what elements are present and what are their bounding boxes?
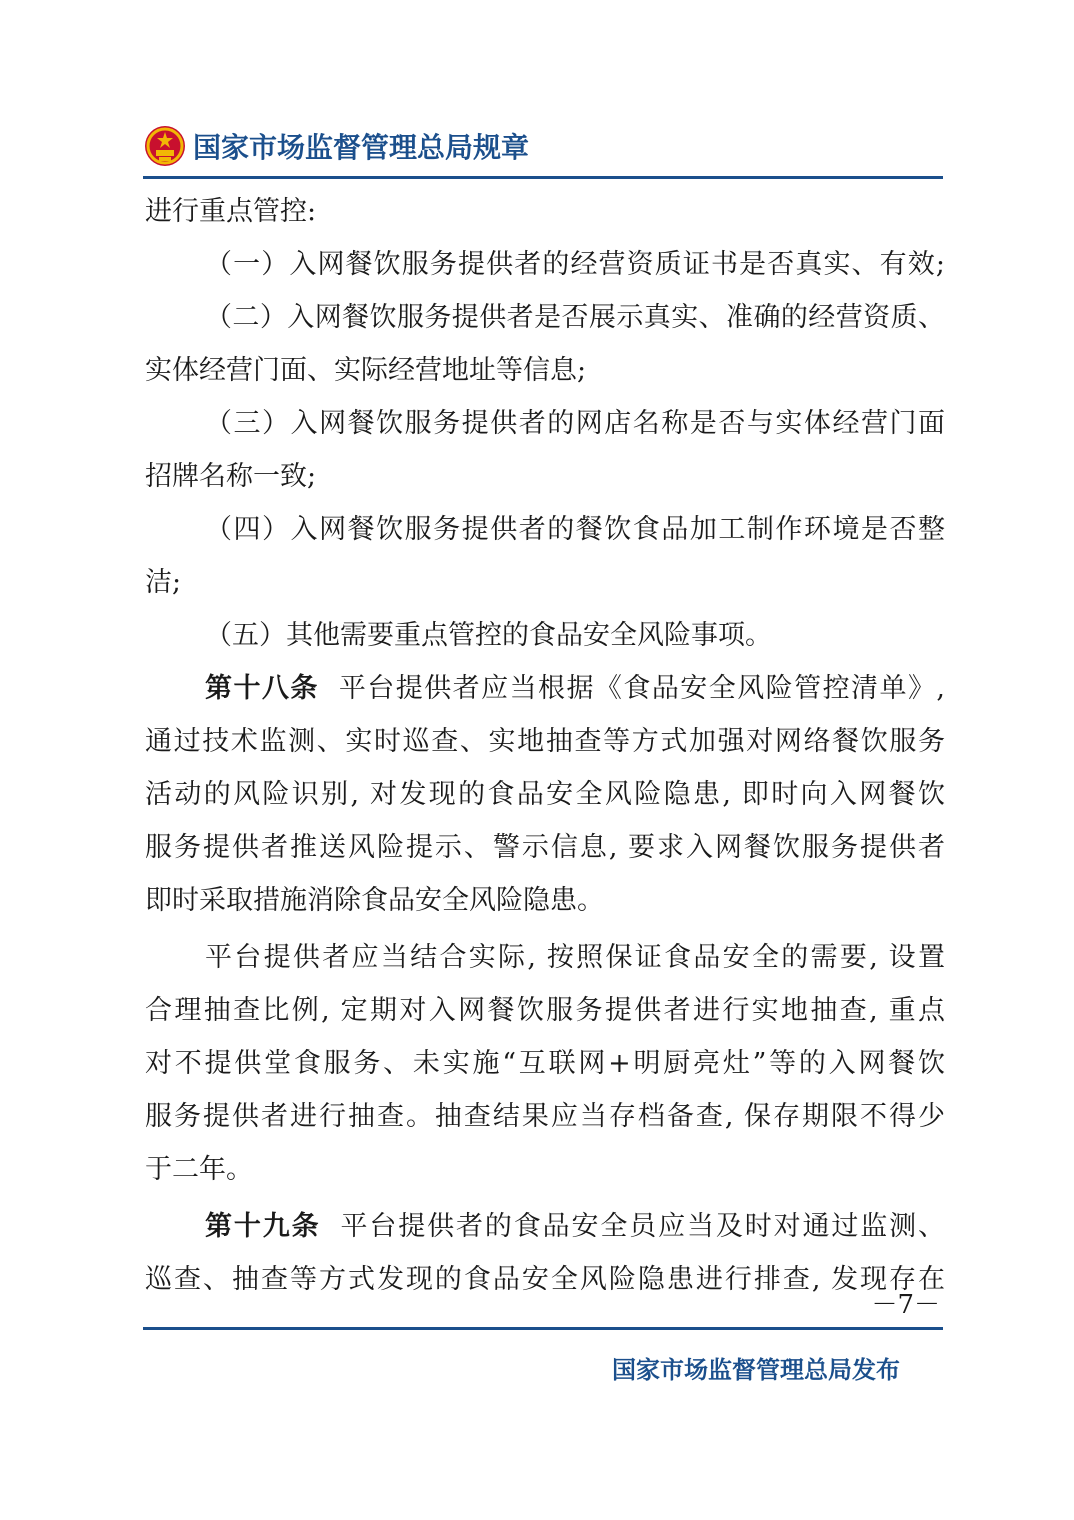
text-line: 招牌名称一致; xyxy=(145,461,317,492)
text-line: （一）入网餐饮服务提供者的经营资质证书是否真实、有效; xyxy=(205,249,945,280)
text-line: 平台提供者应当结合实际, 按照保证食品安全的需要, 设置 xyxy=(205,942,945,973)
text-span: 平台提供者应当根据《食品安全风险管控清单》, xyxy=(338,673,945,704)
text-line: 进行重点管控: xyxy=(145,196,317,227)
text-line: 洁; xyxy=(145,567,182,598)
footer-title: 国家市场监督管理总局发布 xyxy=(612,1356,900,1384)
text-line: （三）入网餐饮服务提供者的网店名称是否与实体经营门面 xyxy=(205,408,945,439)
text-line: 服务提供者推送风险提示、警示信息, 要求入网餐饮服务提供者 xyxy=(145,832,945,863)
text-line: 巡查、抽查等方式发现的食品安全风险隐患进行排查, 发现存在 xyxy=(145,1264,945,1295)
article-19-label: 第十九条 xyxy=(205,1211,321,1242)
text-line: （二）入网餐饮服务提供者是否展示真实、准确的经营资质、 xyxy=(205,302,945,333)
text-line: 实体经营门面、实际经营地址等信息; xyxy=(145,355,587,386)
article-19-first-line xyxy=(145,1200,945,1253)
text-line: 于二年。 xyxy=(145,1154,253,1185)
text-span: 平台提供者的食品安全员应当及时对通过监测、 xyxy=(340,1211,945,1242)
text-line: （四）入网餐饮服务提供者的餐饮食品加工制作环境是否整 xyxy=(205,514,945,545)
article-18-label: 第十八条 xyxy=(205,673,319,704)
article-18-first-line xyxy=(145,662,945,715)
text-line: 服务提供者进行抽查。抽查结果应当存档备查, 保存期限不得少 xyxy=(145,1101,945,1132)
national-emblem-icon xyxy=(143,124,187,168)
text-line: 合理抽查比例, 定期对入网餐饮服务提供者进行实地抽查, 重点 xyxy=(145,995,945,1026)
text-line: 通过技术监测、实时巡查、实地抽查等方式加强对网络餐饮服务 xyxy=(145,726,945,757)
document-body xyxy=(145,185,945,1306)
text-line: 活动的风险识别, 对发现的食品安全风险隐患, 即时向入网餐饮 xyxy=(145,779,945,810)
footer-divider xyxy=(143,1327,943,1330)
text-line: 即时采取措施消除食品安全风险隐患。 xyxy=(145,885,604,916)
header-title: 国家市场监督管理总局规章 xyxy=(193,131,530,164)
text-line: 对不提供堂食服务、未实施“互联网+明厨亮灶”等的入网餐饮 xyxy=(145,1048,945,1079)
text-line: （五）其他需要重点管控的食品安全风险事项。 xyxy=(205,620,772,651)
page-number: －7－ xyxy=(871,1290,940,1320)
page-header xyxy=(143,118,943,174)
header-divider xyxy=(143,176,943,179)
